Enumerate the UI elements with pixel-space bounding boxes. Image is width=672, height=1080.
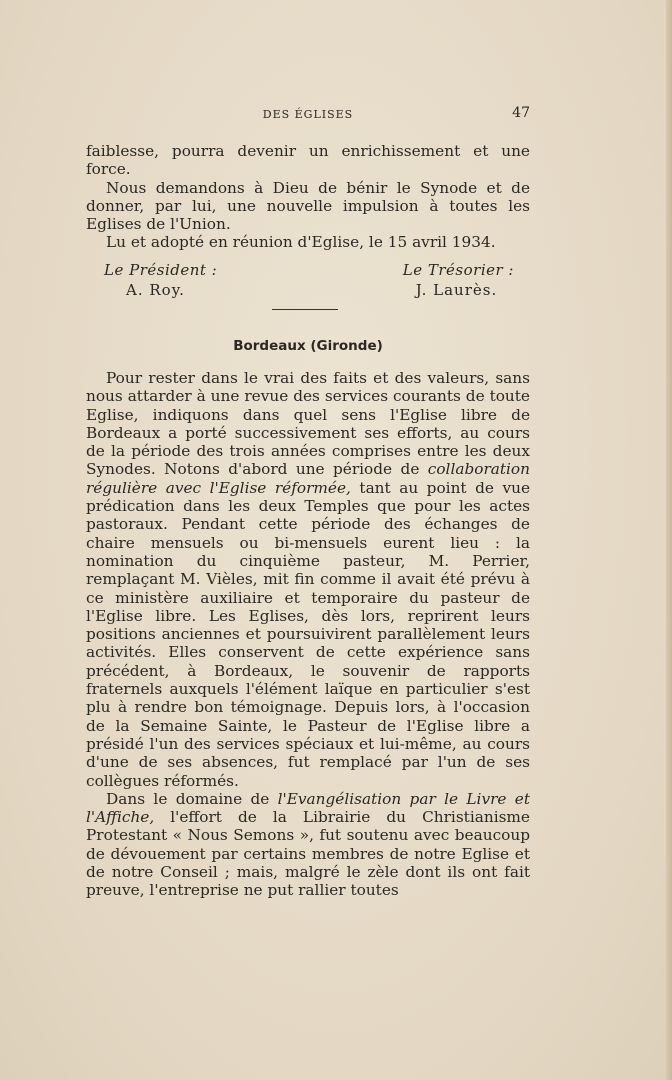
- section-heading: Bordeaux (Gironde): [233, 338, 383, 354]
- treasurer-name: J. Laurès.: [415, 281, 498, 299]
- page-edge: [666, 0, 672, 1080]
- page-number: 47: [512, 105, 530, 121]
- emphasis: l'Evangélisation par le Livre et l'Affiche,: [86, 789, 530, 827]
- paragraph: [86, 369, 530, 790]
- top-text-block: [86, 142, 530, 252]
- running-head: [86, 105, 530, 125]
- treasurer-signature: [403, 260, 514, 300]
- paragraph-text: Pour rester dans le vrai des faits et des valeurs, sans nous attarder à une revue des services courants de toute Eglise, indiquons dans quel sens l'Eglise libre de Bordeaux a porté successivement ses efforts, au cours de la période des trois années comprises entre les deux Synodes. Notons d'abord une période de: [86, 369, 530, 479]
- running-title: DES ÉGLISES: [262, 108, 354, 121]
- continued-line: faiblesse, pourra devenir un enrichissement et une force.: [86, 142, 530, 179]
- president-name: A. Roy.: [126, 281, 185, 299]
- adoption-line: Lu et adopté en réunion d'Eglise, le 15 avril 1934.: [106, 233, 496, 252]
- paragraph-text: Dans le domaine de: [106, 789, 278, 808]
- treasurer-title: Le Trésorier :: [402, 261, 514, 279]
- paragraph: Nous demandons à Dieu de bénir le Synode et de donner, par lui, une nouvelle impulsion à toutes les Eglises de l'Union.: [86, 178, 530, 234]
- paragraph: [86, 790, 530, 900]
- president-signature: [104, 260, 217, 300]
- section-body: [86, 369, 530, 900]
- emphasis: collaboration régulière avec l'Eglise réformée,: [86, 460, 530, 497]
- section-divider: [272, 309, 338, 310]
- president-title: Le Président :: [104, 261, 218, 279]
- paragraph-text: tant au point de vue prédication dans les deux Temples que pour les actes pastoraux. Pendant cette période des échanges de chaire mensuels ou bi-mensuels eurent lieu : la nomination du cinquième pasteur, M. Perrier, remplaçant M. Vièles, mit fin comme il avait été prévu à ce ministère auxiliaire et temporaire du pasteur de l'Eglise libre. Les Eglises, dès lors, reprirent leurs positions anciennes et poursuivirent parallèlement leurs activités. Elles conservent de cette expérience sans précédent, à Bordeaux, le souvenir de rapports fraternels auxquels l'élément laïque en particulier s'est plu à rendre bon témoignage. Depuis lors, à l'occasion de la Semaine Sainte, le Pasteur de l'Eglise libre a présidé l'un des services spéciaux et lui-même, au cours d'une de ses absences, fut remplacé par l'un de ses collègues réformés.: [86, 478, 530, 790]
- paragraph-text: l'effort de la Librairie du Christianisme Protestant « Nous Semons », fut soutenu avec beaucoup de dévouement par certains membres de notre Eglise et de notre Conseil ; mais, malgré le zèle dont ils ont fait preuve, l'entreprise ne put rallier toutes: [86, 808, 530, 900]
